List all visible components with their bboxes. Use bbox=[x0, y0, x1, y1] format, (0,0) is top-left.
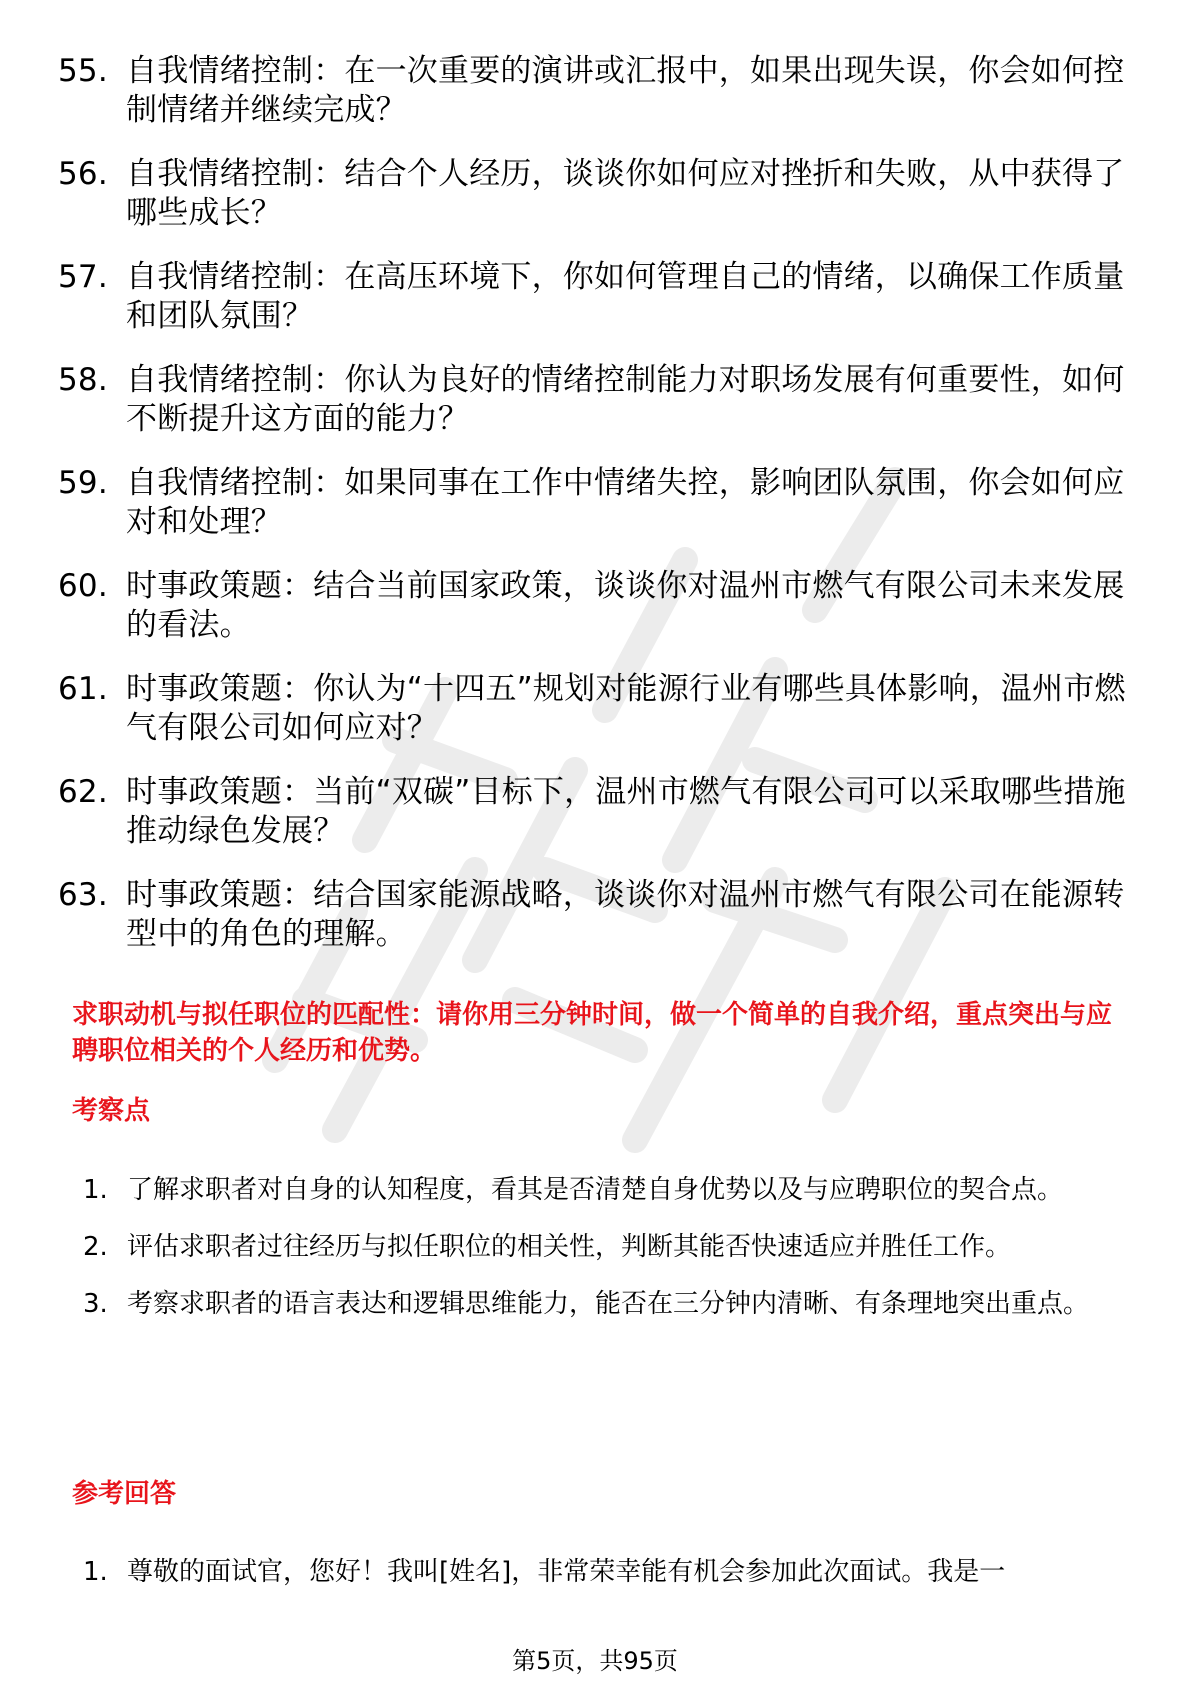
question-number: 55. bbox=[58, 53, 108, 89]
list-text: 评估求职者过往经历与拟任职位的相关性，判断其能否快速适应并胜任工作。 bbox=[127, 1232, 1012, 1262]
list-item bbox=[83, 1162, 1118, 1219]
question-number: 60. bbox=[58, 568, 108, 604]
question-text: 自我情绪控制：如果同事在工作中情绪失控，影响团队氛围，你会如何应对和处理？ bbox=[126, 465, 1125, 540]
list-number: 1. bbox=[83, 1175, 108, 1205]
question-text: 自我情绪控制：你认为良好的情绪控制能力对职场发展有何重要性，如何不断提升这方面的能力？ bbox=[126, 362, 1125, 437]
question-number: 57. bbox=[58, 259, 108, 295]
points-list bbox=[83, 1162, 1118, 1333]
question-text: 时事政策题：你认为“十四五”规划对能源行业有哪些具体影响，温州市燃气有限公司如何应对？ bbox=[126, 671, 1126, 746]
list-item bbox=[83, 1544, 1118, 1601]
list-text: 尊敬的面试官，您好！我叫[姓名]，非常荣幸能有机会参加此次面试。我是一 bbox=[127, 1557, 1006, 1587]
question-number: 62. bbox=[58, 774, 108, 810]
list-text: 了解求职者对自身的认知程度，看其是否清楚自身优势以及与应聘职位的契合点。 bbox=[127, 1175, 1064, 1205]
question-item bbox=[58, 670, 1128, 748]
question-item bbox=[58, 52, 1128, 130]
question-item bbox=[58, 773, 1128, 851]
section-heading-answer: 参考回答 bbox=[72, 1479, 177, 1509]
question-number: 59. bbox=[58, 465, 108, 501]
question-text: 自我情绪控制：结合个人经历，谈谈你如何应对挫折和失败，从中获得了哪些成长？ bbox=[126, 156, 1125, 231]
question-item bbox=[58, 876, 1128, 954]
question-number: 61. bbox=[58, 671, 108, 707]
question-list bbox=[58, 52, 1128, 979]
list-number: 2. bbox=[83, 1232, 108, 1262]
question-item bbox=[58, 464, 1128, 542]
page-footer: 第5页，共95页 bbox=[512, 1647, 678, 1675]
list-item bbox=[83, 1276, 1118, 1333]
list-number: 3. bbox=[83, 1289, 108, 1319]
list-item bbox=[83, 1219, 1118, 1276]
question-item bbox=[58, 361, 1128, 439]
question-item bbox=[58, 258, 1128, 336]
question-item bbox=[58, 155, 1128, 233]
question-text: 自我情绪控制：在一次重要的演讲或汇报中，如果出现失误，你会如何控制情绪并继续完成？ bbox=[126, 53, 1125, 128]
question-text: 时事政策题：结合当前国家政策，谈谈你对温州市燃气有限公司未来发展的看法。 bbox=[126, 568, 1125, 643]
question-item bbox=[58, 567, 1128, 645]
question-text: 自我情绪控制：在高压环境下，你如何管理自己的情绪，以确保工作质量和团队氛围？ bbox=[126, 259, 1125, 334]
list-text: 考察求职者的语言表达和逻辑思维能力，能否在三分钟内清晰、有条理地突出重点。 bbox=[127, 1289, 1090, 1319]
question-text: 时事政策题：结合国家能源战略，谈谈你对温州市燃气有限公司在能源转型中的角色的理解。 bbox=[126, 877, 1125, 952]
question-number: 56. bbox=[58, 156, 108, 192]
answer-list bbox=[83, 1544, 1118, 1601]
list-number: 1. bbox=[83, 1557, 108, 1587]
question-text: 时事政策题：当前“双碳”目标下，温州市燃气有限公司可以采取哪些措施推动绿色发展？ bbox=[126, 774, 1126, 849]
lead-question: 求职动机与拟任职位的匹配性：请你用三分钟时间，做一个简单的自我介绍，重点突出与应聘职位相关的个人经历和优势。 bbox=[72, 1000, 1113, 1066]
question-number: 63. bbox=[58, 877, 108, 913]
question-number: 58. bbox=[58, 362, 108, 398]
section-heading-points: 考察点 bbox=[72, 1096, 151, 1126]
